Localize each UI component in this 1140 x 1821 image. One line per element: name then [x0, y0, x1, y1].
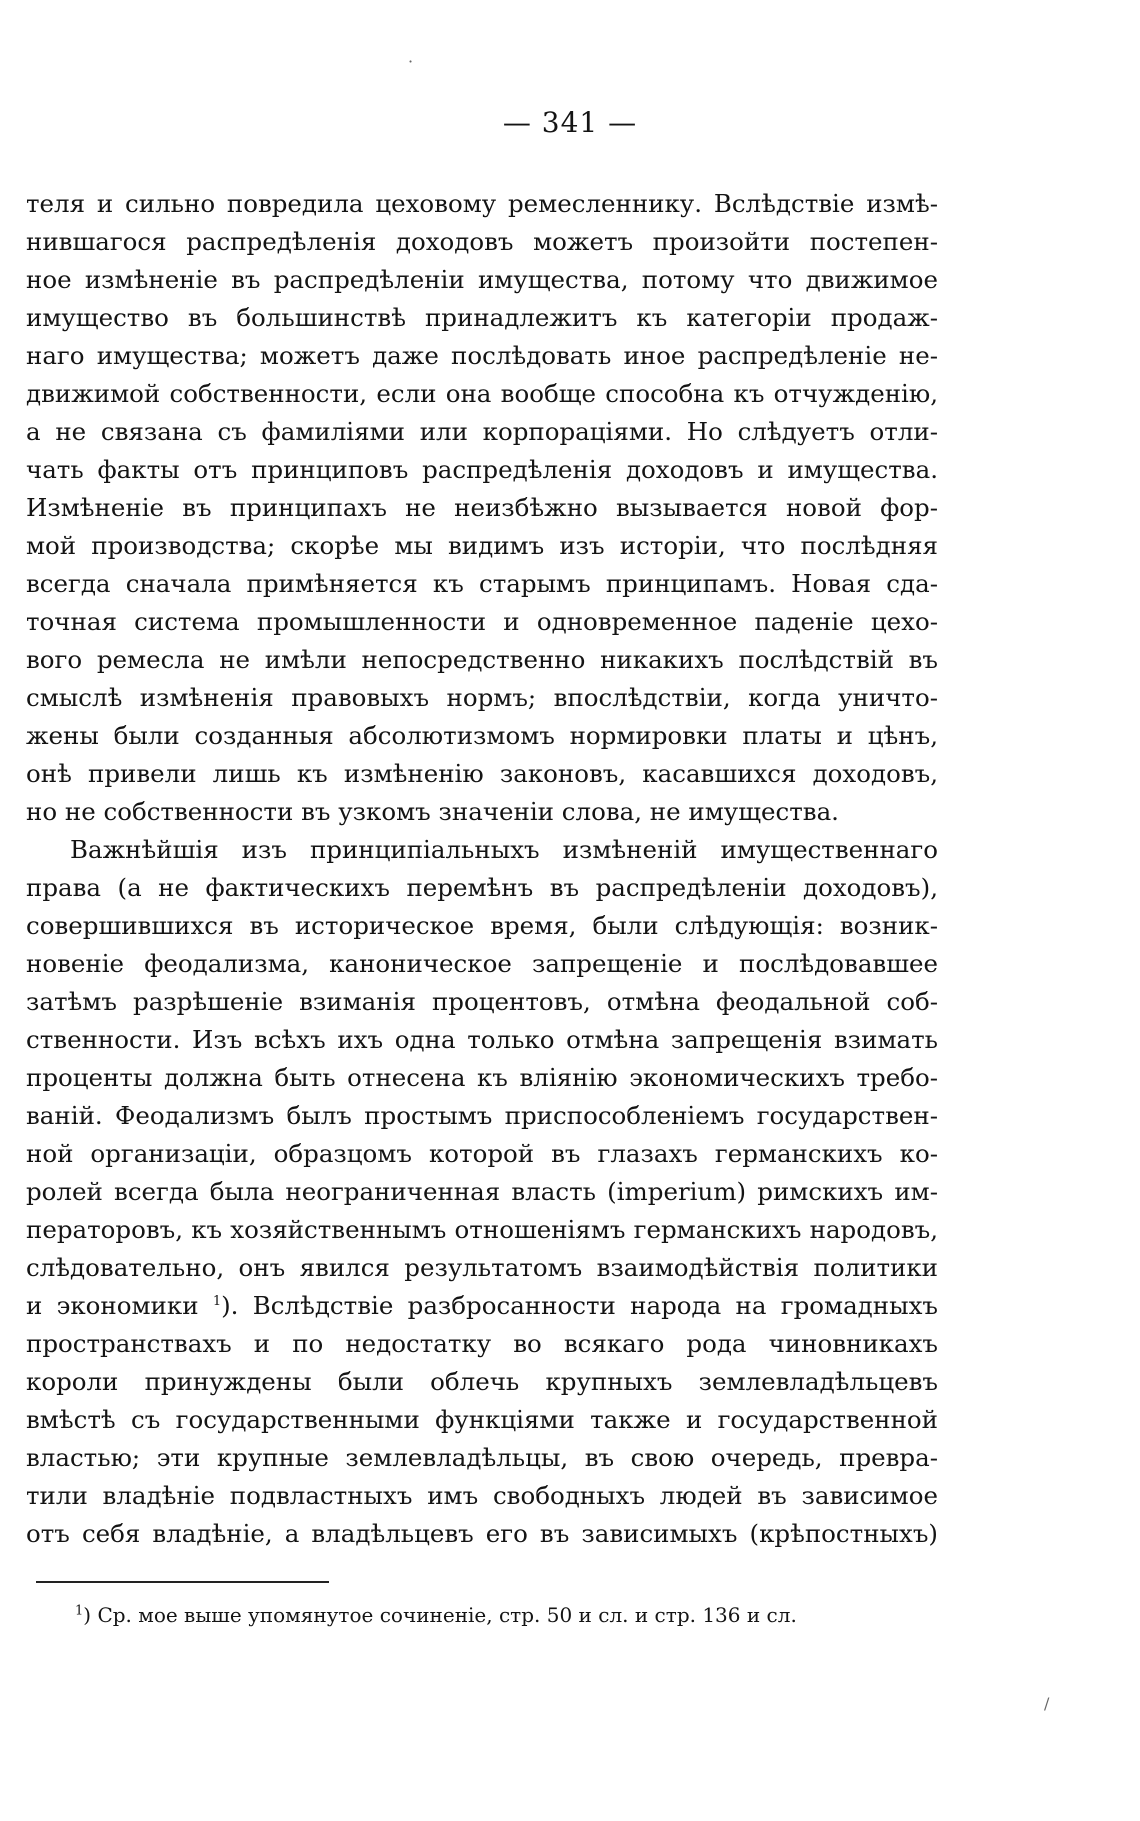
text-line: движимой собственности, если она вообще способна къ отчужденію,	[26, 379, 938, 408]
text-line: властью; эти крупные землевладѣльцы, въ свою очередь, превра-	[26, 1443, 938, 1472]
text-line: но не собственности въ узкомъ значеніи слова, не имущества.	[26, 797, 839, 826]
footnote-ref: 1	[212, 1293, 222, 1309]
page-number: — 341 —	[502, 106, 638, 139]
text-line: мой производства; скорѣе мы видимъ изъ исторіи, что послѣдняя	[26, 531, 938, 560]
text-line: слѣдовательно, онъ явился результатомъ взаимодѣйствія политики	[26, 1253, 938, 1282]
text-line-with-footnote-ref	[26, 1287, 938, 1325]
text-line: проценты должна быть отнесена къ вліянію экономическихъ требо-	[26, 1063, 938, 1092]
text-line: ное измѣненіе въ распредѣленіи имущества, потому что движимое	[26, 265, 938, 294]
scan-speck: ·	[408, 52, 414, 71]
text-line: ператоровъ, къ хозяйственнымъ отношеніямъ германскихъ народовъ,	[26, 1215, 938, 1244]
text-line: а не связана съ фамиліями или корпораціями. Но слѣдуетъ отли-	[26, 417, 938, 446]
text-line: пространствахъ и по недостатку во всякаго рода чиновникахъ	[26, 1329, 938, 1358]
text-line: тили владѣніе подвластныхъ имъ свободныхъ людей въ зависимое	[26, 1481, 938, 1510]
text-line: онѣ привели лишь къ измѣненію законовъ, касавшихся доходовъ,	[26, 759, 938, 788]
text-line: нившагося распредѣленія доходовъ можетъ произойти постепен-	[26, 227, 938, 256]
text-line: затѣмъ разрѣшеніе взиманія процентовъ, отмѣна феодальной соб-	[26, 987, 938, 1016]
text-line: ваній. Феодализмъ былъ простымъ приспособленіемъ государствен-	[26, 1101, 938, 1130]
text-line: совершившихся въ историческое время, были слѣдующія: возник-	[26, 911, 938, 940]
scan-speck: /	[1044, 1694, 1050, 1713]
text-line: Важнѣйшія изъ принципіальныхъ измѣненій имущественнаго	[70, 835, 938, 864]
text-line: чать факты отъ принциповъ распредѣленія доходовъ и имущества.	[26, 455, 938, 484]
text-line: ственности. Изъ всѣхъ ихъ одна только отмѣна запрещенія взимать	[26, 1025, 938, 1054]
text-line: вого ремесла не имѣли непосредственно никакихъ послѣдствій въ	[26, 645, 938, 674]
text-line: отъ себя владѣніе, а владѣльцевъ его въ зависимыхъ (крѣпостныхъ)	[26, 1519, 938, 1548]
body-text	[26, 185, 938, 1553]
text-line: вмѣстѣ съ государственными функціями также и государственной	[26, 1405, 938, 1434]
footnote-mark: 1	[75, 1603, 84, 1619]
footnote	[75, 1600, 797, 1630]
footnote-text: ) Ср. мое выше упомянутое сочиненіе, стр. 50 и сл. и стр. 136 и сл.	[83, 1603, 797, 1627]
text-line: всегда сначала примѣняется къ старымъ принципамъ. Новая сда-	[26, 569, 938, 598]
text-line: наго имущества; можетъ даже послѣдовать иное распредѣленіе не-	[26, 341, 938, 370]
footnote-divider	[36, 1581, 329, 1583]
text-line: смыслѣ измѣненія правовыхъ нормъ; впослѣдствіи, когда уничто-	[26, 683, 938, 712]
text-line: имущество въ большинствѣ принадлежитъ къ категоріи продаж-	[26, 303, 938, 332]
text-fragment: и экономики	[26, 1291, 213, 1320]
text-line: теля и сильно повредила цеховому ремесленнику. Вслѣдствіе измѣ-	[26, 189, 938, 218]
text-line: права (а не фактическихъ перемѣнъ въ распредѣленіи доходовъ),	[26, 873, 938, 902]
text-line: ролей всегда была неограниченная власть (imperium) римскихъ им-	[26, 1177, 938, 1206]
text-line: короли принуждены были облечь крупныхъ землевладѣльцевъ	[26, 1367, 938, 1396]
text-line: ной организаціи, образцомъ которой въ глазахъ германскихъ ко-	[26, 1139, 938, 1168]
text-line: новеніе феодализма, каноническое запрещеніе и послѣдовавшее	[26, 949, 938, 978]
text-line: жены были созданныя абсолютизмомъ нормировки платы и цѣнъ,	[26, 721, 938, 750]
text-fragment: ). Вслѣдствіе разбросанности народа на громадныхъ	[221, 1291, 938, 1320]
text-line: точная система промышленности и одновременное паденіе цехо-	[26, 607, 938, 636]
text-line: Измѣненіе въ принципахъ не неизбѣжно вызывается новой фор-	[26, 493, 938, 522]
